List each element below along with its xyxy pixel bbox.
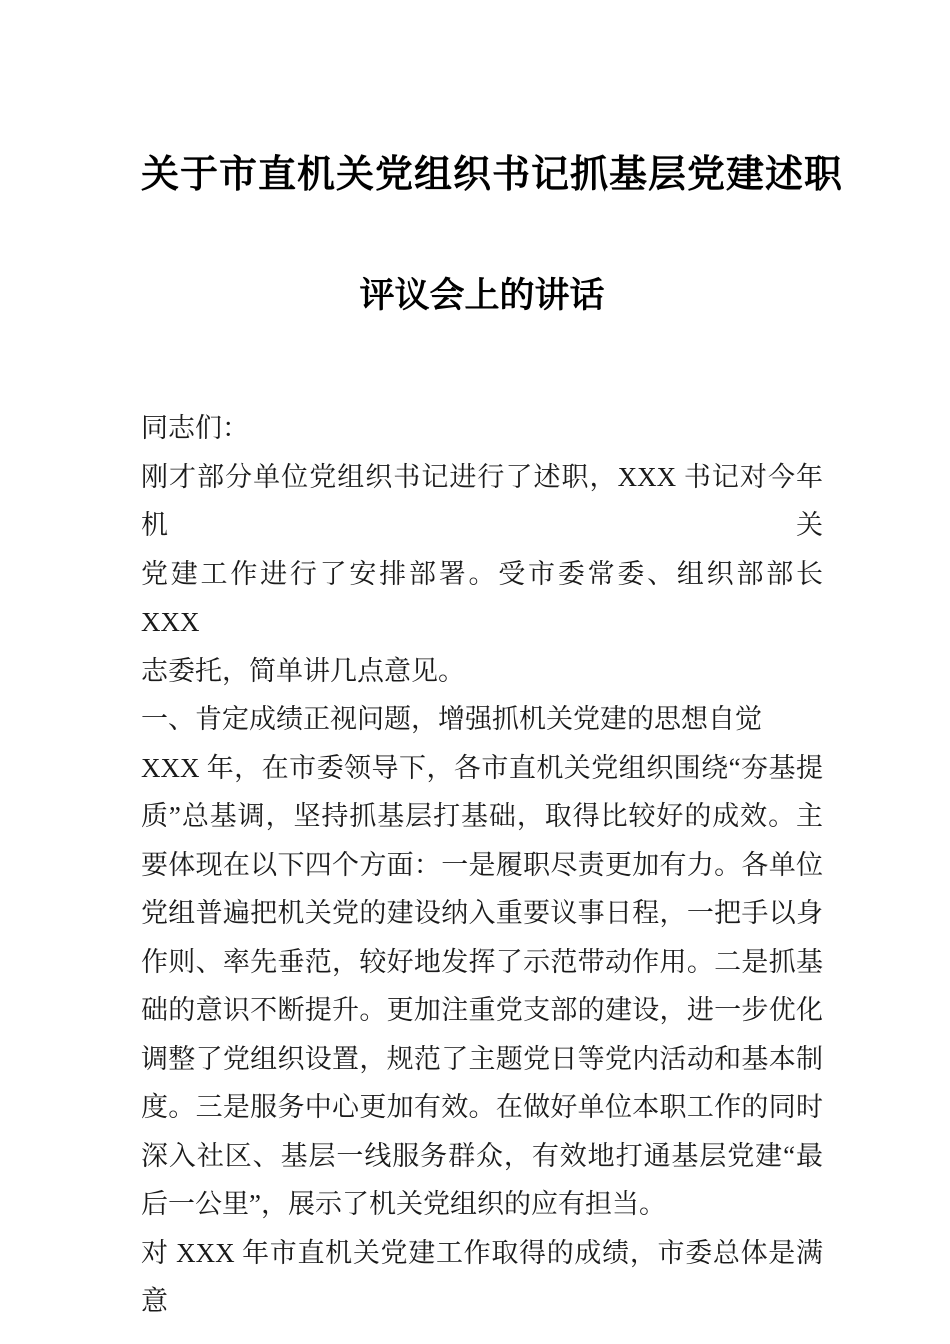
body-line-4: 志委托，简单讲几点意见。 xyxy=(141,655,465,686)
body-line-14: 深入社区、基层一线服务群众，有效地打通基层党建“最 xyxy=(141,1140,823,1171)
body-line-7: 质”总基调，坚持抓基层打基础，取得比较好的成效。主 xyxy=(141,801,823,831)
body-line-9: 党组普遍把机关党的建设纳入重要议事日程，一把手以身 xyxy=(141,898,823,928)
body-line-12: 调整了党组织设置，规范了主题党日等党内活动和基本制 xyxy=(141,1043,823,1074)
body-line-8: 要体现在以下四个方面：一是履职尽责更加有力。各单位 xyxy=(141,849,823,880)
body-line-2: 刚才部分单位党组织书记进行了述职，XXX 书记对今年机关 xyxy=(141,461,823,540)
body-line-11: 础的意识不断提升。更加注重党支部的建设，进一步优化 xyxy=(141,995,823,1025)
body-line-1: 同志们： xyxy=(141,413,249,443)
body-line-16: 对 XXX 年市直机关党建工作取得的成绩，市委总体是满意 xyxy=(141,1237,823,1316)
document-body xyxy=(141,404,823,1326)
body-line-13: 度。三是服务中心更加有效。在做好单位本职工作的同时 xyxy=(141,1092,823,1122)
document-title-line-1: 关于市直机关党组织书记抓基层党建述职 xyxy=(141,154,844,196)
body-line-5: 一、肯定成绩正视问题，增强抓机关党建的思想自觉 xyxy=(141,704,762,734)
document-title-line-2: 评议会上的讲话 xyxy=(359,276,605,315)
body-line-6: XXX 年，在市委领导下，各市直机关党组织围绕“夯基提 xyxy=(141,752,823,783)
body-line-15: 后一公里”，展示了机关党组织的应有担当。 xyxy=(141,1189,666,1219)
body-line-3: 党建工作进行了安排部署。受市委常委、组织部部长 XXX xyxy=(141,558,823,637)
body-line-10: 作则、率先垂范，较好地发挥了示范带动作用。二是抓基 xyxy=(141,946,823,977)
